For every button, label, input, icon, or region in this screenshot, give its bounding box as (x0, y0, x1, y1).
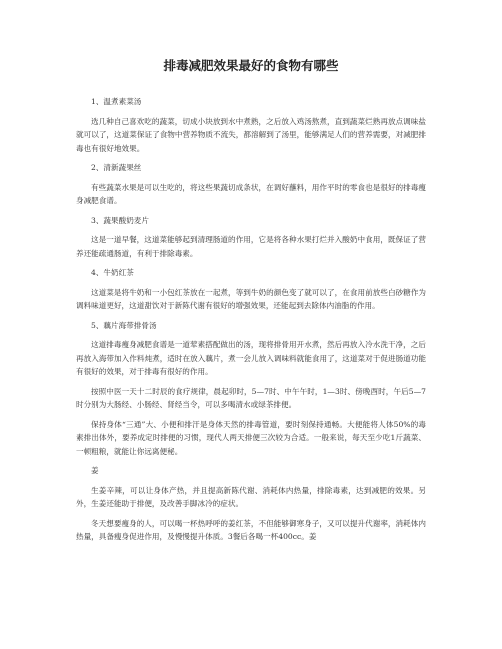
body-paragraph: 这道排毒瘦身减肥食谱是一道荤素搭配做出的汤，现将排骨用开水煮，然后再放入冷水洗干净，之后再放入海带加入作料炖煮，适时在放入藕片，煮一会儿放入调味料就能食用了，这道菜对于促进肠道功能有很好的效果，对于排毒有很好的作用。 (76, 340, 426, 376)
section-heading: 4、牛奶红茶 (91, 268, 134, 277)
body-paragraph: 选几种自己喜欢吃的蔬菜，切成小块放到水中煮熟，之后放入鸡汤熬煮，直到蔬菜烂熟再放点调味盐就可以了，这道菜保证了食物中营养物质不流失，都溶解到了汤里，能够满足人们的营养需要，对减肥排毒也有很好地效果。 (76, 116, 426, 153)
body-paragraph: 按照中医一天十二时辰的食疗规律，晨起卯时，5—7时、中午午时，1—3时、傍晚酉时，午后5—7时分别为大肠经、小肠经、肾经当令，可以多喝清水或绿茶排便。 (76, 386, 426, 409)
body-paragraph: 生姜辛辣，可以让身体产热，并且提高新陈代谢、消耗体内热量，排除毒素，达到减肥的效果。另外，生姜还能助于排便，及改善手脚冰冷的症状。 (76, 485, 426, 508)
document-body (76, 95, 426, 544)
section-heading: 2、清新蔬果丝 (91, 163, 142, 172)
section-heading: 3、蔬果酸奶麦片 (91, 215, 149, 225)
section-heading: 1、温煮素菜汤 (91, 97, 142, 106)
document-title: 排毒减肥效果最好的食物有哪些 (163, 58, 339, 73)
section-heading: 5、藕片海带排骨汤 (91, 320, 157, 330)
body-paragraph: 保持身体“三通”大、小便和排汗是身体天然的排毒管道，要时刻保持通畅。大便能将人体50%的毒素排出体外，要养成定时排便的习惯，现代人两天排便三次较为合适。一般来说，每天至少吃1斤蔬菜、一顿粗粮，就能让你远离便秘。 (76, 419, 426, 456)
body-paragraph: 有些蔬菜水果是可以生吃的，将这些果蔬切成条状，在调好蘸料，用作平时的零食也是很好的排毒瘦身减肥食谱。 (76, 182, 426, 205)
section-heading: 姜 (91, 466, 99, 475)
body-paragraph: 这道菜是将牛奶和一小包红茶放在一起煮，等到牛奶的颜色变了就可以了，在食用前放些白砂糖作为调料味道更好，这道甜饮对于新陈代谢有很好的增强效果，还能起到去除体内油脂的作用。 (76, 287, 426, 310)
body-paragraph: 冬天想要瘦身的人，可以喝一杯热呼呼的姜红茶，不但能够御寒身子，又可以提升代谢率，消耗体内热量，具备瘦身促进作用，及慢慢提升体质。3餐后各喝一杯400cc。姜 (76, 518, 426, 541)
body-paragraph: 这是一道早餐，这道菜能够起到清理肠道的作用，它是将各种水果打烂并入酸奶中食用，既保证了营养还能疏通肠道，有利于排除毒素。 (76, 235, 426, 258)
